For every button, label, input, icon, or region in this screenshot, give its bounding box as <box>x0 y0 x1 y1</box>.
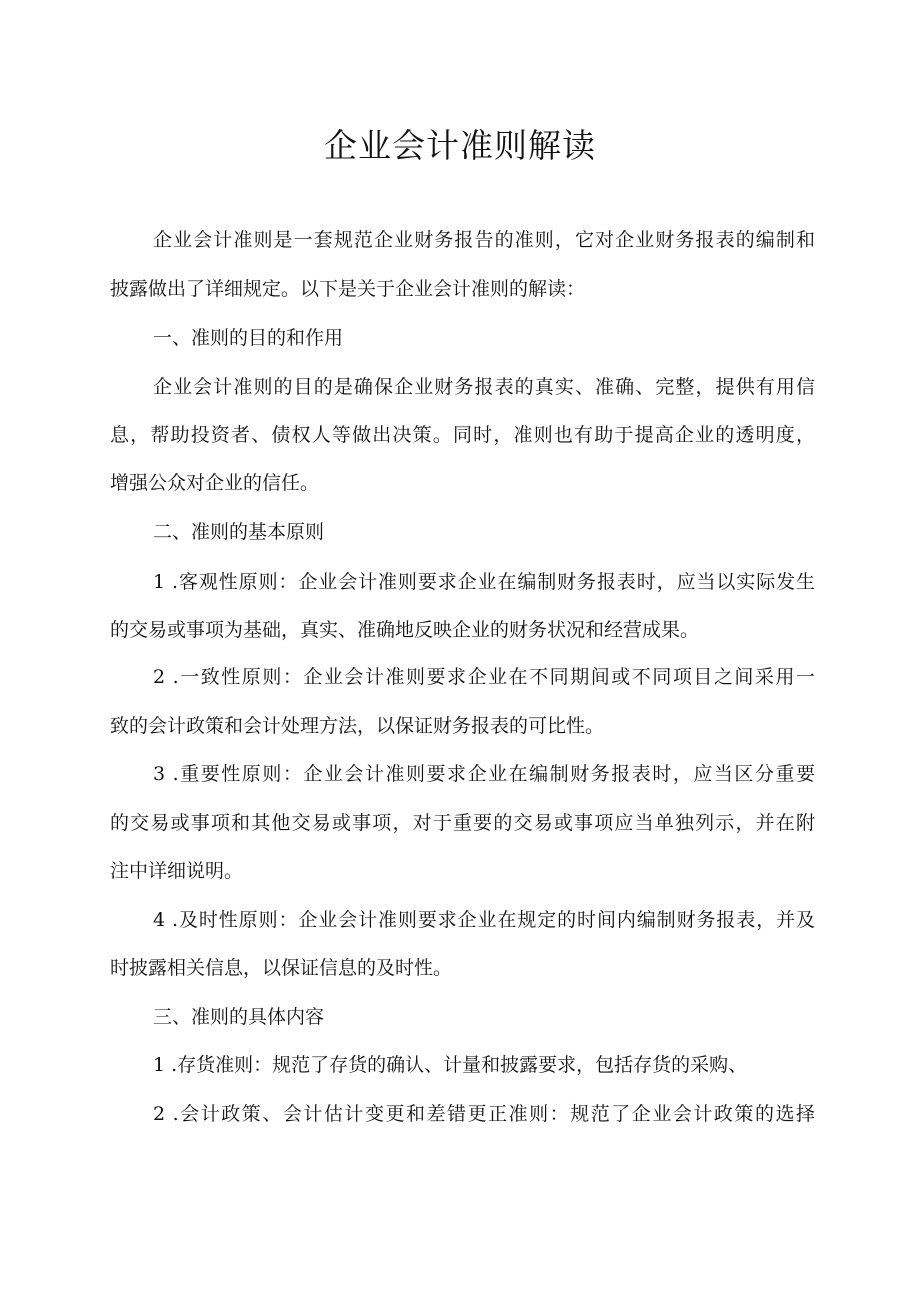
list-item-line: 1 .客观性原则：企业会计准则要求企业在编制财务报表时，应当以实际发生 <box>153 571 815 593</box>
list-item-line: 4 .及时性原则：企业会计准则要求企业在规定的时间内编制财务报表，并及 <box>153 909 815 931</box>
paragraph-line: 增强公众对企业的信任。 <box>110 472 320 494</box>
section-heading: 二、准则的基本原则 <box>153 521 325 543</box>
list-item-line: 的交易或事项和其他交易或事项，对于重要的交易或事项应当单独列示，并在附 <box>110 812 815 834</box>
list-item-line: 1 .存货准则：规范了存货的确认、计量和披露要求，包括存货的采购、 <box>153 1054 748 1076</box>
paragraph-line: 息，帮助投资者、债权人等做出决策。同时，准则也有助于提高企业的透明度， <box>110 424 815 446</box>
list-item-line: 时披露相关信息，以保证信息的及时性。 <box>110 957 453 979</box>
paragraph-line: 企业会计准则是一套规范企业财务报告的准则，它对企业财务报表的编制和 <box>153 229 815 251</box>
document-title: 企业会计准则解读 <box>324 126 596 165</box>
list-item-line: 2 .会计政策、会计估计变更和差错更正准则：规范了企业会计政策的选择 <box>153 1103 815 1125</box>
list-item-line: 致的会计政策和会计处理方法，以保证财务报表的可比性。 <box>110 715 605 737</box>
paragraph-line: 披露做出了详细规定。以下是关于企业会计准则的解读： <box>110 278 586 300</box>
list-item-line: 2 .一致性原则：企业会计准则要求企业在不同期间或不同项目之间采用一 <box>153 666 815 688</box>
section-heading: 三、准则的具体内容 <box>153 1006 325 1028</box>
list-item-line: 3 .重要性原则：企业会计准则要求企业在编制财务报表时，应当区分重要 <box>153 763 815 785</box>
list-item-line: 的交易或事项为基础，真实、准确地反映企业的财务状况和经营成果。 <box>110 619 700 641</box>
section-heading: 一、准则的目的和作用 <box>153 327 344 349</box>
paragraph-line: 企业会计准则的目的是确保企业财务报表的真实、准确、完整，提供有用信 <box>153 376 815 398</box>
list-item-line: 注中详细说明。 <box>110 860 244 882</box>
